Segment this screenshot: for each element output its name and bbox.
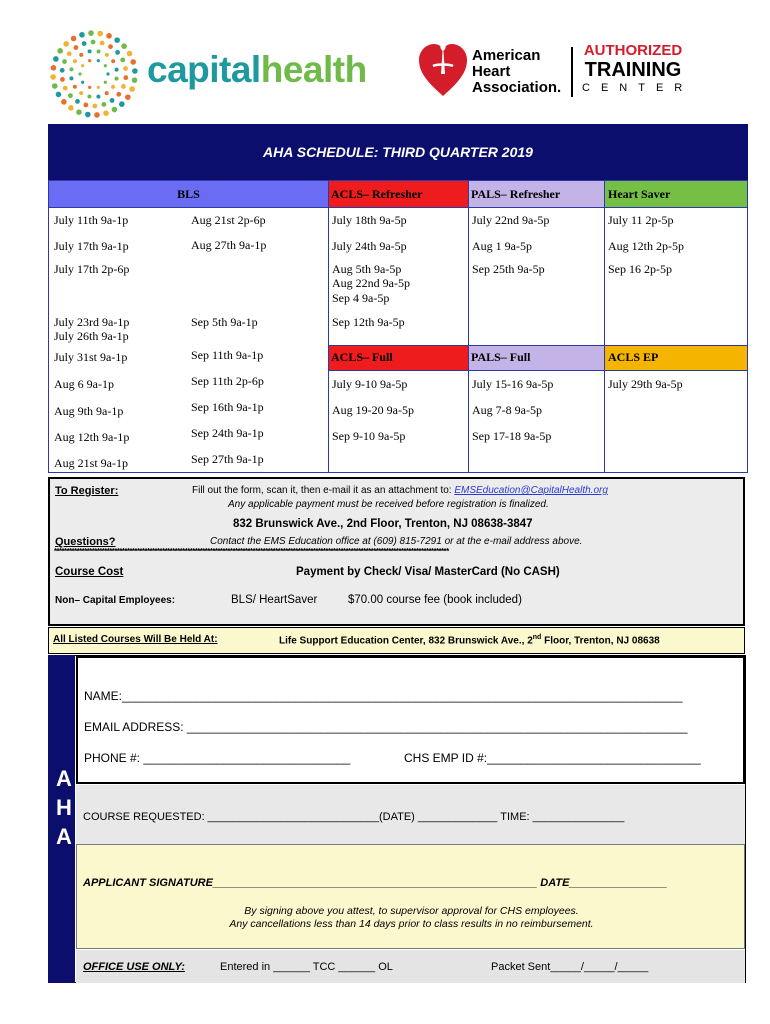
course-type: BLS/ HeartSaver (231, 594, 318, 606)
bls-date: July 26th 9a-1p (54, 329, 129, 343)
sunburst-dot (57, 48, 63, 54)
sunburst-dot (108, 44, 113, 49)
heart-saver-date: Aug 12th 2p-5p (608, 239, 684, 253)
sunburst-dot (75, 99, 80, 104)
sunburst-dot (115, 50, 120, 55)
center-label: CENTER (582, 82, 694, 94)
capital-health-sunburst-logo (48, 28, 140, 120)
course-cost-label: Course Cost (55, 566, 124, 578)
acls-refresher-date: Aug 5th 9a-5p (332, 262, 402, 276)
aha-heart-torch-icon (419, 40, 467, 98)
sunburst-dot (94, 112, 100, 118)
sunburst-dot (97, 86, 100, 89)
payment-note: Any applicable payment must be received before registration is finalized. (228, 499, 549, 510)
side-letter: H (56, 795, 72, 820)
aha-vertical-text (54, 764, 74, 851)
sunburst-dot (105, 91, 109, 95)
applicant-info-section (76, 656, 745, 784)
sunburst-dot (51, 65, 57, 71)
bls-date: July 31st 9a-1p (54, 350, 128, 364)
bls-date: Aug 21st 9a-1p (54, 456, 128, 470)
date-line: ________________ (569, 877, 668, 889)
attest-note: By signing above you attest, to supervisor approval for CHS employees. (244, 905, 579, 917)
sunburst-dot (74, 45, 79, 50)
sunburst-dot (73, 59, 77, 63)
sunburst-dot (71, 36, 77, 42)
acls-full-date: Aug 19-20 9a-5p (332, 403, 414, 417)
sunburst-dot (68, 105, 74, 111)
acls-full-date: July 9-10 9a-5p (332, 377, 408, 391)
bls-date: Aug 6 9a-1p (54, 377, 114, 391)
sunburst-dot (93, 104, 98, 109)
header-pals-refresher: PALS– Refresher (468, 181, 604, 207)
grid-line (604, 181, 605, 472)
sunburst-dot (53, 56, 59, 62)
location-address-text: Floor, Trenton, NJ 08638 (541, 635, 660, 647)
sunburst-dot (76, 109, 82, 115)
sunburst-dot (115, 68, 119, 72)
sunburst-dot (104, 81, 107, 84)
sunburst-dot (60, 77, 65, 82)
pals-full-date: Sep 17-18 9a-5p (472, 429, 552, 443)
location-address (279, 634, 660, 646)
grid-line (49, 207, 747, 208)
bls-date: Sep 16th 9a-1p (191, 400, 264, 414)
sunburst-dot (103, 110, 109, 116)
sunburst-dot (114, 37, 120, 43)
sunburst-dot (132, 77, 138, 83)
sunburst-dot (106, 72, 109, 75)
signature-label: APPLICANT SIGNATURE (83, 877, 213, 889)
bls-date: July 17th 2p-6p (54, 262, 130, 276)
bls-date: Sep 24th 9a-1p (191, 426, 264, 440)
sunburst-dot (60, 68, 65, 73)
pals-refresher-date: July 22nd 9a-5p (472, 213, 550, 227)
sunburst-dot (62, 59, 67, 64)
grid-line (328, 181, 329, 472)
bls-date: July 11th 9a-1p (54, 213, 129, 227)
header-bls: BLS (49, 181, 328, 207)
sunburst-dot (61, 99, 67, 105)
pals-refresher-date: Sep 25th 9a-5p (472, 262, 545, 276)
sunburst-dot (52, 83, 58, 89)
schedule-title: AHA SCHEDULE: THIRD QUARTER 2019 (48, 124, 748, 180)
sunburst-dot (85, 112, 91, 118)
heart-saver-date: July 11 2p-5p (608, 213, 674, 227)
schedule-table (48, 180, 748, 473)
bls-date: Sep 11th 2p-6p (191, 374, 264, 388)
course-requested-field[interactable]: COURSE REQUESTED: ____________________________(DATE) _____________ TIME: _______________ (83, 811, 625, 823)
sunburst-dot (88, 59, 91, 62)
sunburst-dot (121, 84, 126, 89)
sunburst-dot (88, 49, 92, 53)
sunburst-dot (112, 107, 118, 113)
grid-line (468, 181, 469, 472)
bls-date: Aug 27th 9a-1p (191, 238, 267, 252)
office-use-label: OFFICE USE ONLY: (83, 961, 185, 973)
sunburst-dot (100, 41, 105, 46)
sunburst-dot (81, 81, 84, 84)
course-fee: $70.00 course fee (book included) (348, 594, 522, 606)
sunburst-dot (68, 93, 73, 98)
acls-full-date: Sep 9-10 9a-5p (332, 429, 406, 443)
sunburst-dot (87, 95, 91, 99)
register-email-link[interactable]: EMSEducation@CapitalHealth.org (454, 485, 608, 496)
bls-date: July 23rd 9a-1p (54, 315, 130, 329)
acls-refresher-date: July 18th 9a-5p (332, 213, 407, 227)
payment-methods: Payment by Check/ Visa/ MasterCard (No CASH) (296, 566, 560, 578)
pals-full-date: Aug 7-8 9a-5p (472, 403, 542, 417)
authorized-training-center-badge (574, 42, 692, 95)
sunburst-dot (88, 30, 94, 36)
header-heart-saver: Heart Saver (604, 181, 747, 207)
sunburst-dot (127, 51, 133, 57)
ordinal-suffix: nd (532, 634, 542, 641)
name-field[interactable]: NAME:____________________________________________________________________________________ (84, 689, 683, 703)
side-letter: A (56, 766, 72, 791)
sunburst-dot (82, 41, 87, 46)
heart-saver-date: Sep 16 2p-5p (608, 262, 672, 276)
sunburst-dot (56, 92, 62, 98)
email-field[interactable]: EMAIL ADDRESS: ___________________________________________________________________________ (84, 720, 688, 734)
sunburst-dot (123, 75, 128, 80)
bls-date: Aug 12th 9a-1p (54, 430, 130, 444)
registration-info (48, 477, 745, 626)
sunburst-dot (106, 33, 112, 39)
sunburst-dot (119, 101, 125, 107)
bls-date: Sep 27th 9a-1p (191, 452, 264, 466)
sunburst-dot (123, 66, 128, 71)
bls-date: Aug 9th 9a-1p (54, 404, 124, 418)
bls-date: Sep 5th 9a-1p (191, 315, 258, 329)
aha-name-line: Heart (472, 63, 511, 80)
signature-field[interactable] (83, 877, 667, 889)
packet-sent-field[interactable]: Packet Sent_____/_____/_____ (491, 961, 649, 973)
sunburst-dot (101, 102, 106, 107)
sunburst-dot (125, 94, 131, 100)
sunburst-dot (79, 32, 85, 38)
pals-refresher-date: Aug 1 9a-5p (472, 239, 532, 253)
side-letter: A (56, 824, 72, 849)
location-address-text: Life Support Education Center, 832 Brunswick Ave., 2 (279, 635, 533, 647)
sunburst-dot (96, 95, 100, 99)
header-acls-ep: ACLS EP (604, 345, 747, 370)
aha-name-line: Association. (472, 79, 562, 96)
grid-line (328, 345, 747, 346)
aha-name-line: American (472, 47, 541, 64)
sunburst-dot (132, 68, 138, 74)
signature-section (76, 844, 745, 949)
location-label: All Listed Courses Will Be Held At: (53, 634, 218, 645)
sunburst-dot (88, 86, 91, 89)
non-employees-label: Non– Capital Employees: (55, 595, 176, 606)
bls-date: Aug 21st 2p-6p (191, 213, 266, 227)
office-use-section (76, 950, 745, 983)
acls-refresher-date: Aug 22nd 9a-5p (332, 276, 410, 290)
questions-text: Contact the EMS Education office at (609) 815-7291 or at the e-mail address above. (210, 536, 583, 547)
logo-divider (571, 47, 573, 97)
sunburst-dot (121, 43, 127, 49)
to-register-label: To Register: (55, 485, 119, 497)
sunburst-dot (130, 59, 136, 65)
sunburst-dot (69, 67, 73, 71)
sunburst-dot (79, 91, 83, 95)
sunburst-dot (78, 72, 81, 75)
sunburst-dot (97, 59, 100, 62)
sunburst-dot (115, 77, 119, 81)
sunburst-dot (73, 85, 77, 89)
capital-health-wordmark: capitalhealth (147, 49, 367, 90)
sunburst-dot (67, 51, 72, 56)
sunburst-dot (104, 64, 107, 67)
sunburst-dot (97, 49, 101, 53)
acls-refresher-date: July 24th 9a-5p (332, 239, 407, 253)
phone-field[interactable]: PHONE #: _______________________________ (84, 751, 351, 765)
sunburst-dot (111, 59, 115, 63)
entered-in-field[interactable]: Entered in ______ TCC ______ OL (220, 961, 393, 973)
sunburst-dot (83, 103, 88, 108)
questions-label: Questions? (55, 536, 116, 548)
date-label: DATE (540, 877, 570, 889)
sunburst-dot (111, 85, 115, 89)
acls-ep-date: July 29th 9a-5p (608, 377, 683, 391)
training-label: TRAINING (584, 59, 682, 81)
sunburst-dot (79, 53, 83, 57)
aha-name (472, 48, 561, 96)
header-pals-full: PALS– Full (468, 345, 604, 370)
office-address: 832 Brunswick Ave., 2nd Floor, Trenton, NJ 08638-3847 (233, 518, 533, 530)
sunburst-dot (129, 86, 135, 92)
sunburst-dot (81, 64, 84, 67)
sunburst-dot (120, 57, 125, 62)
course-request-section (76, 785, 745, 844)
bls-date: Sep 11th 9a-1p (191, 348, 264, 362)
emp-id-field[interactable]: CHS EMP ID #:________________________________ (404, 751, 701, 765)
acls-refresher-date: Sep 12th 9a-5p (332, 315, 405, 329)
header-acls-refresher: ACLS– Refresher (328, 181, 468, 207)
pals-full-date: July 15-16 9a-5p (472, 377, 554, 391)
register-instruction (192, 485, 608, 496)
acls-refresher-date: Sep 4 9a-5p (332, 291, 390, 305)
separator-stars: ************************************************************************************************************************************************************* (54, 547, 449, 556)
sunburst-dot (97, 31, 103, 37)
cancellation-note: Any cancellations less than 14 days prior to class results in no reimbursement. (229, 918, 594, 930)
sunburst-dot (63, 41, 69, 47)
authorized-label: AUTHORIZED (583, 42, 683, 59)
course-location (48, 627, 745, 654)
register-instruction-text: Fill out the form, scan it, then e-mail it as an attachment to: (192, 485, 452, 496)
sunburst-dot (105, 53, 109, 57)
sunburst-dot (69, 76, 73, 80)
sunburst-dot (63, 86, 68, 91)
signature-line: _____________________________________________________ (212, 877, 538, 889)
sunburst-dot (50, 74, 56, 80)
sunburst-dot (110, 98, 115, 103)
bls-date: July 17th 9a-1p (54, 239, 129, 253)
sunburst-dot (116, 92, 121, 97)
grid-line (328, 370, 747, 371)
sunburst-dot (91, 40, 96, 45)
header-acls-full: ACLS– Full (328, 345, 468, 370)
